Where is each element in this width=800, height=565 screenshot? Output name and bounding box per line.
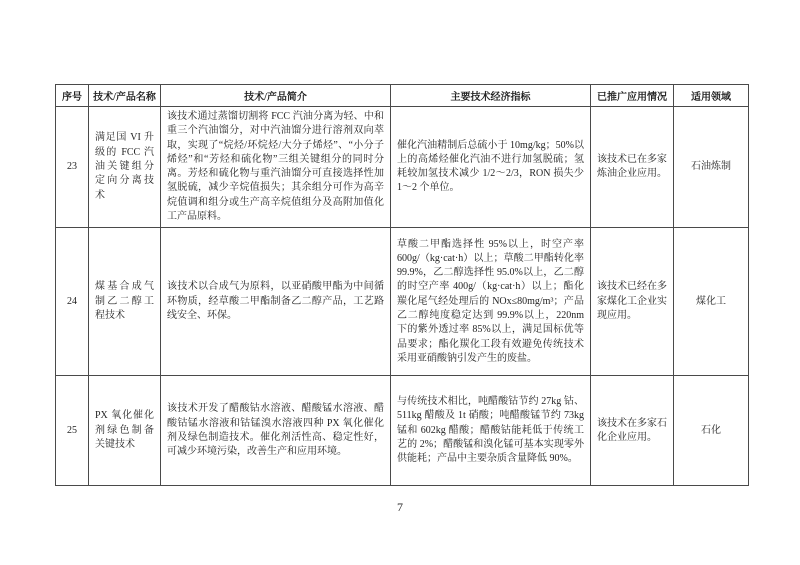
table-row: [56, 228, 749, 376]
header-cell-promotion: 已推广应用情况: [591, 85, 674, 107]
cell-applicable-field: 石化: [674, 376, 749, 486]
cell-tech-intro: 该技术以合成气为原料，以亚硝酸甲酯为中间循环物质，经草酸二甲酯制备乙二醇产品，工艺路线安全、环保。: [161, 228, 391, 376]
page-number: 7: [397, 500, 403, 514]
cell-applicable-field: 石油炼制: [674, 107, 749, 228]
header-cell-name: 技术/产品名称: [89, 85, 161, 107]
cell-promotion-status: 该技术已在多家炼油企业应用。: [591, 107, 674, 228]
header-cell-intro: 技术/产品简介: [161, 85, 391, 107]
cell-tech-indicators: 与传统技术相比，吨醋酸钴节约 27kg 钴、511kg 醋酸及 1t 硝酸；吨醋酸锰节约 73kg 锰和 602kg 醋酸；醋酸钴能耗低于传统工艺的 2%；醋酸锰和溴化锰可基本实现零外供能耗；产品中主要杂质含量降低 90%。: [391, 376, 591, 486]
header-cell-indicators: 主要技术经济指标: [391, 85, 591, 107]
cell-tech-name: PX 氧化催化剂绿色制备关键技术: [89, 376, 161, 486]
cell-tech-name: 满足国 VI 升级的 FCC 汽油关键组分定向分离技术: [89, 107, 161, 228]
table-row: [56, 376, 749, 486]
cell-tech-name: 煤基合成气制乙二醇工程技术: [89, 228, 161, 376]
header-cell-no: 序号: [56, 85, 89, 107]
cell-promotion-status: 该技术已经在多家煤化工企业实现应用。: [591, 228, 674, 376]
cell-tech-intro: 该技术开发了醋酸钴水溶液、醋酸锰水溶液、醋酸钴锰水溶液和钴锰溴水溶液四种 PX 氧化催化剂及绿色制造技术。催化剂活性高、稳定性好，可减少环境污染，改善生产和应用环境。: [161, 376, 391, 486]
table-row: [56, 107, 749, 228]
cell-applicable-field: 煤化工: [674, 228, 749, 376]
cell-tech-indicators: 催化汽油精制后总硫小于 10mg/kg；50%以上的高烯烃催化汽油不进行加氢脱硫；氢耗较加氢技术减少 1/2～2/3，RON 损失少 1～2 个单位。: [391, 107, 591, 228]
cell-serial-number: 25: [56, 376, 89, 486]
cell-tech-indicators: 草酸二甲酯选择性 95%以上，时空产率 600g/（kg·cat·h）以上；草酸二甲酯转化率 99.9%，乙二醇选择性 95.0%以上，乙二醇的时空产率 400g/（kg·cat·h）以上；酯化羰化尾气经处理后的 NOx≤80mg/m³；产品乙二醇纯度稳定达到 99.9%以上，220nm 下的紫外透过率 85%以上，满足国标优等品要求；酯化羰化工段有效避免传统技术采用亚硝酸钠引发产生的废盐。: [391, 228, 591, 376]
header-row: [56, 85, 749, 107]
tech-products-table: [55, 84, 749, 486]
header-cell-field: 适用领域: [674, 85, 749, 107]
cell-serial-number: 24: [56, 228, 89, 376]
cell-serial-number: 23: [56, 107, 89, 228]
cell-promotion-status: 该技术在多家石化企业应用。: [591, 376, 674, 486]
cell-tech-intro: 该技术通过蒸馏切割将 FCC 汽油分离为轻、中和重三个汽油馏分，对中汽油馏分进行溶剂双向萃取，实现了“烷烃/环烷烃/大分子烯烃”、“小分子烯烃”和“芳烃和硫化物”三组关键组分的同时分离。芳烃和硫化物与重汽油馏分可直接选择性加氢脱硫，减少辛烷值损失；其余组分可作为高辛烷值调和组分或生产高辛烷值组分及高附加值化工产品原料。: [161, 107, 391, 228]
